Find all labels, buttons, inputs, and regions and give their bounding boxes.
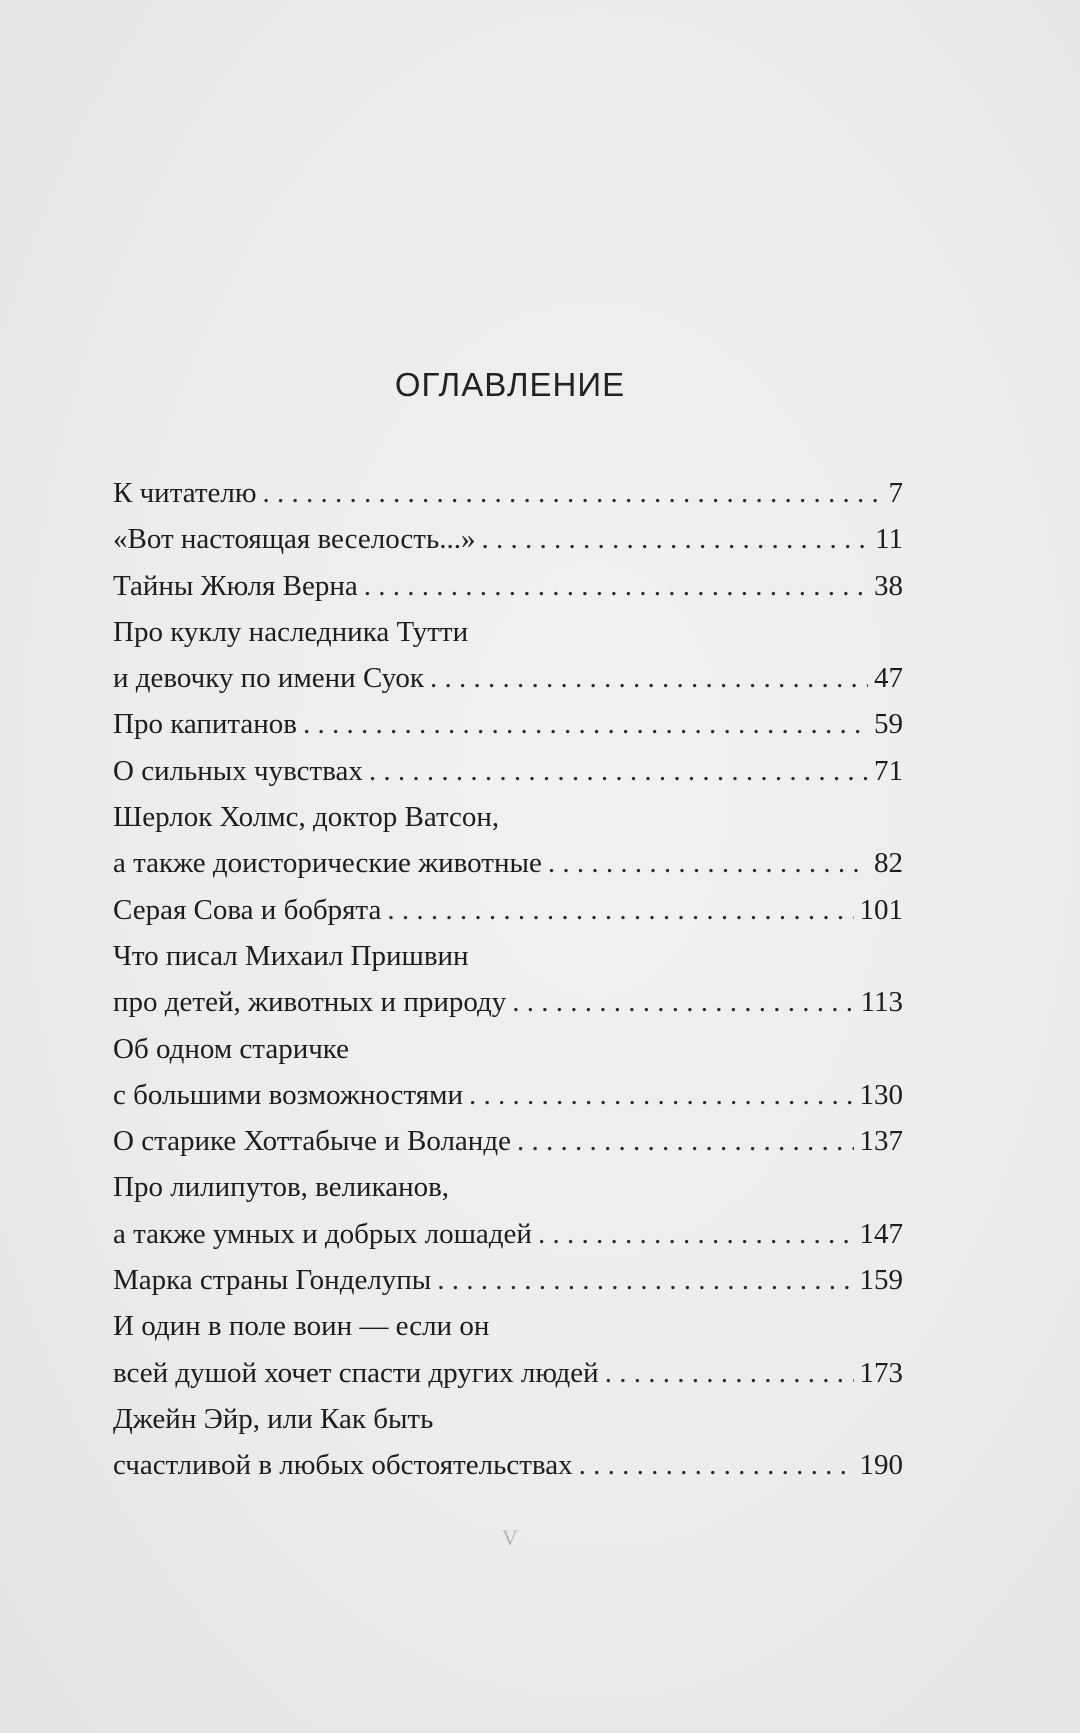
toc-entry-page: 101 <box>859 893 903 926</box>
toc-entry <box>113 933 903 979</box>
toc-entry-title: О сильных чувствах <box>113 754 363 787</box>
toc-entry-title: с большими возможностями <box>113 1078 463 1111</box>
toc-entry-title: Тайны Жюля Верна <box>113 569 358 602</box>
toc-entry <box>113 1118 903 1164</box>
toc-entry-page: 147 <box>859 1217 903 1250</box>
toc-entry <box>113 1072 903 1118</box>
toc-entry <box>113 1164 903 1210</box>
toc-entry-title: И один в поле воин — если он <box>113 1310 490 1343</box>
toc-entry-page: 173 <box>859 1356 903 1389</box>
toc-entry <box>113 470 903 516</box>
toc-entry-title: Про лилипутов, великанов, <box>113 1171 450 1204</box>
toc-leader-dots <box>517 1118 854 1164</box>
toc-leader-dots <box>481 516 869 562</box>
toc-leader-dots <box>605 1350 854 1396</box>
toc-entry-title: К читателю <box>113 477 257 509</box>
toc-entry <box>113 563 903 609</box>
toc-entry-page: 82 <box>874 847 903 880</box>
toc-entry <box>113 748 903 794</box>
toc-entry-title: а также умных и добрых лошадей <box>113 1217 532 1250</box>
toc-entry-page: 59 <box>874 708 903 741</box>
toc-entry-page: 38 <box>874 569 903 602</box>
toc-entry-title: Про капитанов <box>113 708 297 741</box>
toc-entry-title: «Вот настоящая веселость...» <box>113 523 476 556</box>
toc-entry-title: Шерлок Холмс, доктор Ватсон, <box>113 801 500 834</box>
page-number: V <box>502 1525 518 1550</box>
toc-entry <box>113 1211 903 1257</box>
toc-leader-dots <box>303 701 868 747</box>
toc-entry-title: счастливой в любых обстоятельствах <box>113 1449 573 1482</box>
toc-entry-page: 190 <box>859 1449 903 1482</box>
toc-entry-title: Об одном старичке <box>113 1032 350 1065</box>
toc-leader-dots <box>364 563 868 609</box>
toc-entry-title: Серая Сова и бобрята <box>113 893 382 926</box>
toc-entry-title: всей душой хочет спасти других людей <box>113 1356 599 1389</box>
toc-entry-page: 11 <box>875 523 903 556</box>
page-title: ОГЛАВЛЕНИЕ <box>394 366 626 403</box>
toc-entry-page: 130 <box>859 1078 903 1111</box>
toc-entry <box>113 1442 903 1488</box>
toc-entry-title: Что писал Михаил Пришвин <box>113 939 469 972</box>
toc-entry <box>113 1303 903 1349</box>
toc-entry-title: Марка страны Гонделупы <box>113 1264 432 1297</box>
toc-entry <box>113 1396 903 1442</box>
toc-entry <box>113 979 903 1025</box>
toc-leader-dots <box>469 1072 854 1118</box>
toc-entry-page: 159 <box>859 1264 903 1297</box>
toc-entry-page: 71 <box>874 754 903 787</box>
toc-entry <box>113 516 903 562</box>
toc-entry <box>113 840 903 886</box>
toc-leader-dots <box>548 840 868 886</box>
toc-entry <box>113 1257 903 1303</box>
toc-leader-dots <box>263 470 877 516</box>
toc-entry-page: 113 <box>860 986 903 1019</box>
toc-entry-title: Про куклу наследника Тутти <box>113 615 469 648</box>
toc-entry-page: 7 <box>888 477 903 509</box>
toc-entry-title: а также доисторические животные <box>113 847 542 880</box>
toc-entry <box>113 887 903 933</box>
toc-entry-title: О старике Хоттабыче и Воланде <box>113 1125 511 1158</box>
toc-entry <box>113 655 903 701</box>
toc-entry <box>113 1350 903 1396</box>
toc-entry <box>113 794 903 840</box>
toc-entry-page: 137 <box>859 1125 903 1158</box>
toc-entry-page: 47 <box>874 662 903 695</box>
toc-entry-title: про детей, животных и природу <box>113 986 507 1019</box>
toc-entry <box>113 1026 903 1072</box>
toc-entry-title: и девочку по имени Суок <box>113 662 424 695</box>
toc-leader-dots <box>579 1442 854 1488</box>
toc-leader-dots <box>430 655 868 701</box>
toc-leader-dots <box>437 1257 853 1303</box>
toc-entry <box>113 701 903 747</box>
toc-leader-dots <box>387 887 853 933</box>
toc-entry-title: Джейн Эйр, или Как быть <box>113 1402 434 1435</box>
table-of-contents <box>113 470 903 1489</box>
toc-leader-dots <box>369 748 868 794</box>
toc-leader-dots <box>512 979 854 1025</box>
toc-entry <box>113 609 903 655</box>
toc-leader-dots <box>538 1211 854 1257</box>
